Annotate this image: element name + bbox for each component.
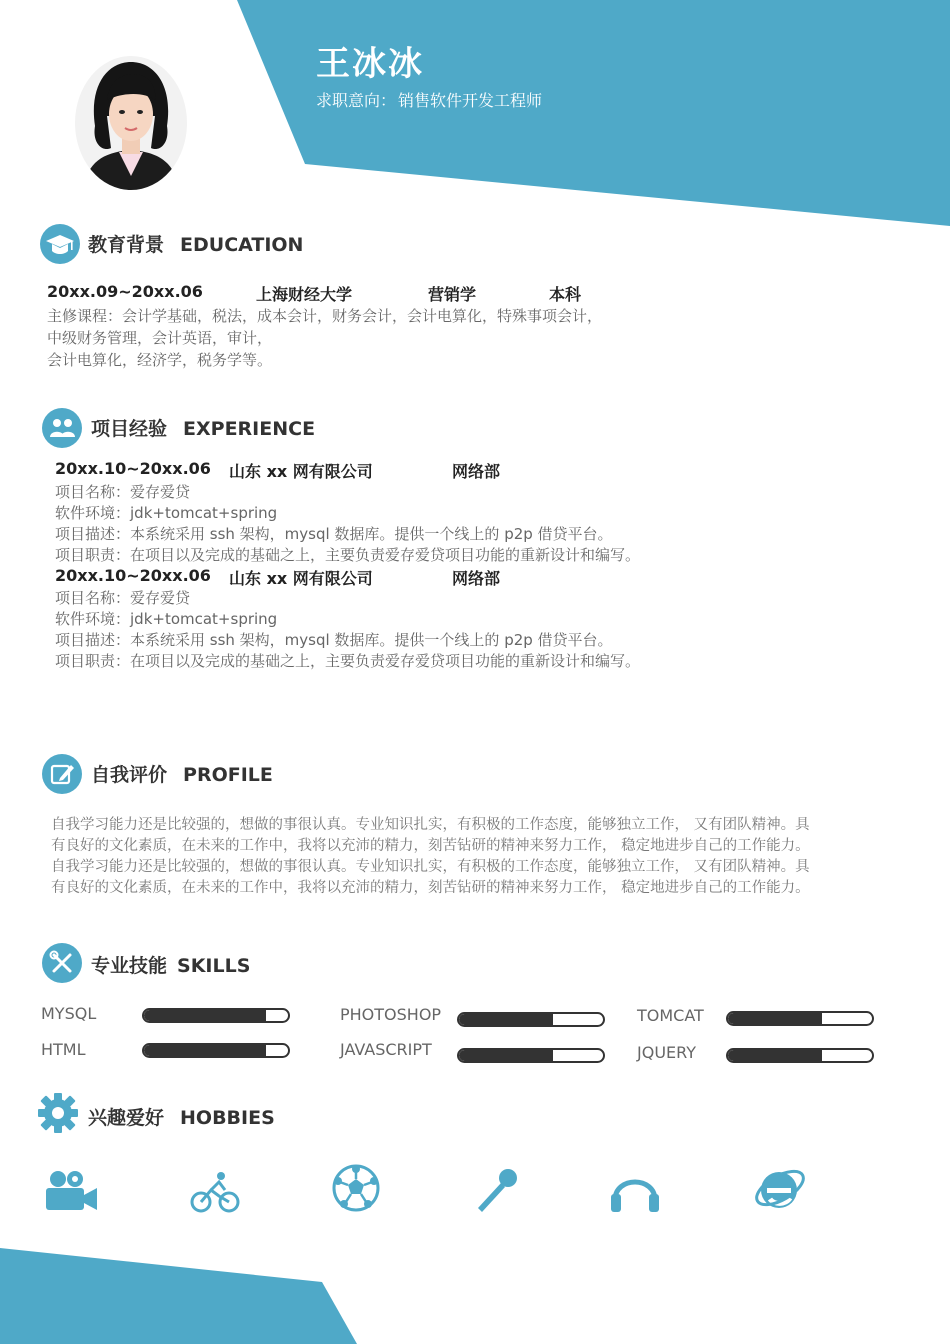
candidate-name: 王冰冰	[316, 44, 424, 84]
experience-title-cn: 项目经验	[91, 418, 168, 440]
education-date: 20xx.09~20xx.06	[47, 282, 203, 301]
experience-project-name: 项目名称：爱存爱贷	[55, 483, 191, 501]
profile-heading	[91, 760, 273, 787]
education-title-cn: 教育背景	[88, 234, 165, 256]
skill-bar	[726, 1011, 874, 1026]
profile-title-cn: 自我评价	[91, 764, 168, 786]
skill-label: JAVASCRIPT	[340, 1040, 432, 1059]
experience-company: 山东 xx 网有限公司	[229, 569, 373, 588]
profile-photo	[75, 56, 187, 190]
headphones-icon	[607, 1166, 663, 1216]
hobbies-title-cn: 兴趣爱好	[88, 1107, 165, 1129]
hobbies-heading	[88, 1103, 275, 1130]
internet-explorer-icon	[752, 1163, 808, 1213]
skill-label: TOMCAT	[637, 1006, 704, 1025]
experience-software-env: 软件环境：jdk+tomcat+spring	[55, 610, 278, 628]
experience-title-en: EXPERIENCE	[183, 418, 316, 440]
education-courses-line: 中级财务管理，会计英语，审计，	[47, 329, 273, 347]
education-major: 营销学	[428, 285, 477, 304]
experience-duty: 项目职责：在项目以及完成的基础之上，主要负责爱存爱贷项目功能的重新设计和编写。	[55, 652, 641, 670]
job-intent	[316, 88, 544, 111]
cycling-icon	[188, 1168, 244, 1218]
education-degree: 本科	[549, 285, 582, 304]
team-icon	[42, 408, 82, 448]
video-camera-icon	[44, 1166, 100, 1216]
profile-title-en: PROFILE	[183, 764, 273, 786]
skill-label: MYSQL	[41, 1004, 97, 1023]
footer-decoration	[0, 1240, 380, 1344]
skills-title-cn: 专业技能	[91, 955, 168, 977]
football-icon	[328, 1163, 384, 1213]
profile-text-line: 自我学习能力还是比较强的，想做的事很认真。专业知识扎实，有积极的工作态度，能够独立工作， 又有团队精神。具	[51, 859, 810, 875]
profile-text-line: 有良好的文化素质，在未来的工作中，我将以充沛的精力，刻苦钻研的精神来努力工作， 稳定地进步自己的工作能力。	[51, 880, 810, 896]
job-intent-value: 销售软件开发工程师	[398, 91, 543, 110]
experience-heading	[91, 414, 315, 441]
experience-company: 山东 xx 网有限公司	[229, 462, 373, 481]
tools-icon	[42, 943, 82, 983]
education-heading	[88, 230, 303, 257]
graduation-cap-icon	[40, 224, 80, 264]
edit-icon	[42, 754, 82, 794]
skill-bar	[457, 1012, 605, 1027]
education-title-en: EDUCATION	[180, 234, 304, 256]
gear-icon	[38, 1093, 78, 1133]
experience-date: 20xx.10~20xx.06	[55, 566, 211, 585]
skill-bar	[457, 1048, 605, 1063]
skill-bar	[142, 1043, 290, 1058]
experience-duty: 项目职责：在项目以及完成的基础之上，主要负责爱存爱贷项目功能的重新设计和编写。	[55, 546, 641, 564]
job-intent-label: 求职意向：	[316, 91, 397, 110]
profile-text-line: 自我学习能力还是比较强的，想做的事很认真。专业知识扎实，有积极的工作态度，能够独立工作， 又有团队精神。具	[51, 817, 810, 833]
skill-bar	[142, 1008, 290, 1023]
education-school: 上海财经大学	[256, 285, 353, 304]
skill-bar	[726, 1048, 874, 1063]
experience-dept: 网络部	[452, 569, 501, 588]
experience-dept: 网络部	[452, 462, 501, 481]
hobbies-title-en: HOBBIES	[180, 1107, 275, 1129]
experience-software-env: 软件环境：jdk+tomcat+spring	[55, 504, 278, 522]
education-courses-line: 会计电算化，经济学，税务学等。	[47, 351, 273, 369]
skills-heading	[91, 951, 250, 978]
skill-label: HTML	[41, 1040, 86, 1059]
microphone-icon	[470, 1166, 526, 1216]
experience-date: 20xx.10~20xx.06	[55, 459, 211, 478]
experience-description: 项目描述：本系统采用 ssh 架构，mysql 数据库。提供一个线上的 p2p 借贷平台。	[55, 631, 613, 649]
experience-project-name: 项目名称：爱存爱贷	[55, 589, 191, 607]
skill-label: JQUERY	[637, 1043, 696, 1062]
experience-description: 项目描述：本系统采用 ssh 架构，mysql 数据库。提供一个线上的 p2p 借贷平台。	[55, 525, 613, 543]
skill-label: PHOTOSHOP	[340, 1005, 442, 1024]
skills-title-en: SKILLS	[177, 955, 251, 977]
profile-text-line: 有良好的文化素质，在未来的工作中，我将以充沛的精力，刻苦钻研的精神来努力工作， 稳定地进步自己的工作能力。	[51, 838, 810, 854]
education-courses-line: 主修课程：会计学基础，税法，成本会计，财务会计，会计电算化，特殊事项会计，	[47, 307, 603, 325]
